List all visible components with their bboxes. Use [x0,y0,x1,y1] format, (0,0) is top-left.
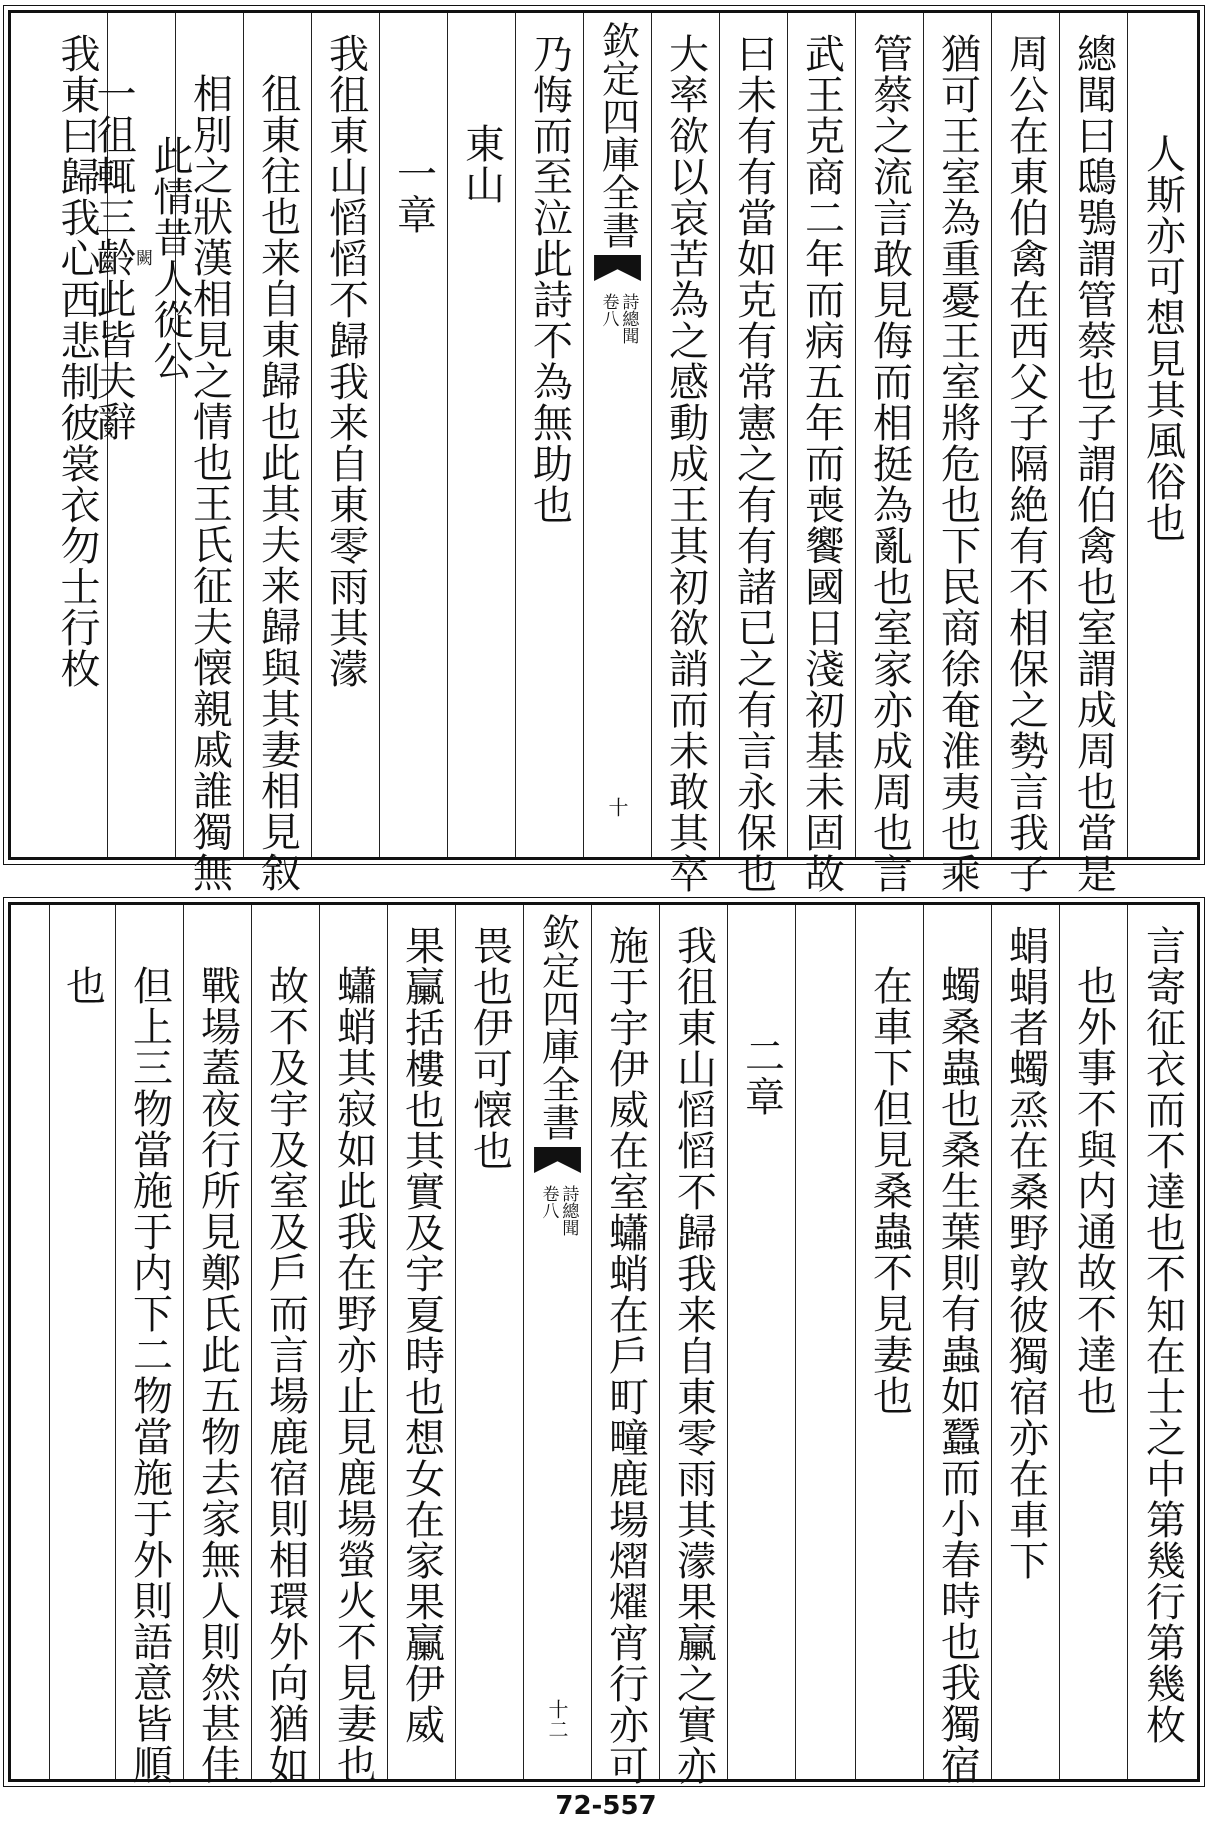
folio-number: 十 [605,797,629,817]
text-column: 在車下但見桑蟲不見妻也 [866,965,913,1416]
center-spine [523,905,591,1779]
column [923,905,991,1785]
folio-number: 十二 [545,1699,569,1739]
column [243,13,311,893]
text-column: 施于宇伊威在室蠨蛸在戶町疃鹿場熠燿宵行亦可 [602,925,649,1786]
column [923,13,991,894]
page-number: 72-557 [555,1791,657,1821]
text-column: 畏也伊可懐也 [466,925,513,1171]
column [319,905,387,1785]
collection-title: 欽定四庫全書 [535,913,580,1141]
text-column: 徂東往也来自東歸也此其夫来歸與其妻相見叙 [254,73,301,893]
section-title: 東山 [458,123,505,205]
column [991,905,1059,1779]
text-segment: 一徂輒三齡此皆夫辭 [90,73,136,442]
text-column: 武王克商二年而病五年而喪饗國日淺初基未固故 [798,33,845,894]
text-column: 相別之狀漢相見之情也王氏征夫懐親戚誰獨無 [186,73,233,893]
column [251,905,319,1785]
text-column: 但上三物當施于内下二物當施于外則語意皆順 [126,965,173,1785]
text-column: 蜎蜎者蠋烝在桑野敦彼獨宿亦在車下 [1002,925,1049,1581]
book-title: 詩總聞 [618,293,639,344]
text-column: 言寄征衣而不達也不知在士之中第幾行第幾枚 [1139,925,1186,1745]
column [855,13,923,894]
text-column: 人斯亦可想見其風俗也 [1139,133,1186,543]
column [591,905,659,1786]
lacuna-mark: 闕 [132,248,152,267]
volume-label: 卷八 [598,293,619,327]
text-column: 管蔡之流言敢見侮而相挺為亂也室家亦成周也言 [866,33,913,894]
text-column: 總聞曰鴟鴞謂管蔡也子謂伯禽也室謂成周也當是 [1070,33,1117,894]
column [47,13,107,857]
book-title: 詩總聞 [558,1185,579,1236]
text-column: 我徂東山慆慆不歸我来自東零雨其濛 [322,33,369,689]
bottom-page [8,902,1200,1786]
chapter-heading: 二章 [738,1035,785,1117]
text-column: 也 [59,965,106,1006]
column [0,905,49,1779]
text-segment: 此情昔人從公 [147,134,193,381]
book-volume [539,1185,577,1236]
column [1059,13,1127,894]
fishtail-mark [534,1147,581,1173]
top-page [8,10,1200,894]
center-spine [583,13,651,857]
column [183,905,251,1785]
column [991,13,1059,894]
column [311,13,379,857]
column [855,905,923,1779]
column [49,905,115,1779]
column [651,13,719,894]
column [1127,905,1197,1779]
column [447,13,515,857]
chapter-heading: 一章 [390,153,437,235]
column [379,13,447,857]
fishtail-mark [594,255,641,281]
collection-title: 欽定四庫全書 [595,21,640,249]
text-column: 故不及宇及室及戶而言場鹿宿則相環外向猶如 [262,965,309,1785]
text-column: 周公在東伯禽在西父子隔絶有不相保之勢言我子 [1002,33,1049,894]
column [90,13,193,857]
text-column: 乃悔而至泣此詩不為無助也 [526,33,573,525]
column [719,13,787,894]
text-column: 戰場蓋夜行所見鄭氏此五物去家無人則然甚佳 [194,965,241,1785]
text-column: 大率欲以哀苦為之感動成王其初欲誚而未敢其卒 [662,33,709,894]
column [387,905,455,1779]
column [455,905,523,1779]
column [727,905,795,1779]
text-column: 猶可王室為重憂王室將危也下民商徐奄淮夷也乘 [934,33,981,894]
text-column: 曰未有有當如克有常憲之有有諸已之有言永保也 [730,33,777,894]
column [659,905,727,1786]
text-column: 蠋桑蟲也桑生葉則有蟲如蠶而小春時也我獨宿 [934,965,981,1785]
column [795,905,855,1779]
text-column [90,73,193,442]
column [1059,905,1127,1779]
volume-label: 卷八 [538,1185,559,1219]
column [115,905,183,1785]
text-column: 我東曰歸我心西悲制彼裳衣勿士行枚 [54,33,100,689]
text-column: 蠨蛸其寂如此我在野亦止見鹿場螢火不見妻也 [330,965,377,1785]
text-column: 我徂東山慆慆不歸我来自東零雨其濛果臝之實亦 [670,925,717,1786]
text-column: 也外事不與内通故不達也 [1070,965,1117,1416]
text-column: 果臝括樓也其實及宇夏時也想女在家果臝伊威 [398,925,445,1745]
column [787,13,855,894]
book-volume [599,293,637,344]
column [1127,13,1197,857]
column [515,13,583,857]
